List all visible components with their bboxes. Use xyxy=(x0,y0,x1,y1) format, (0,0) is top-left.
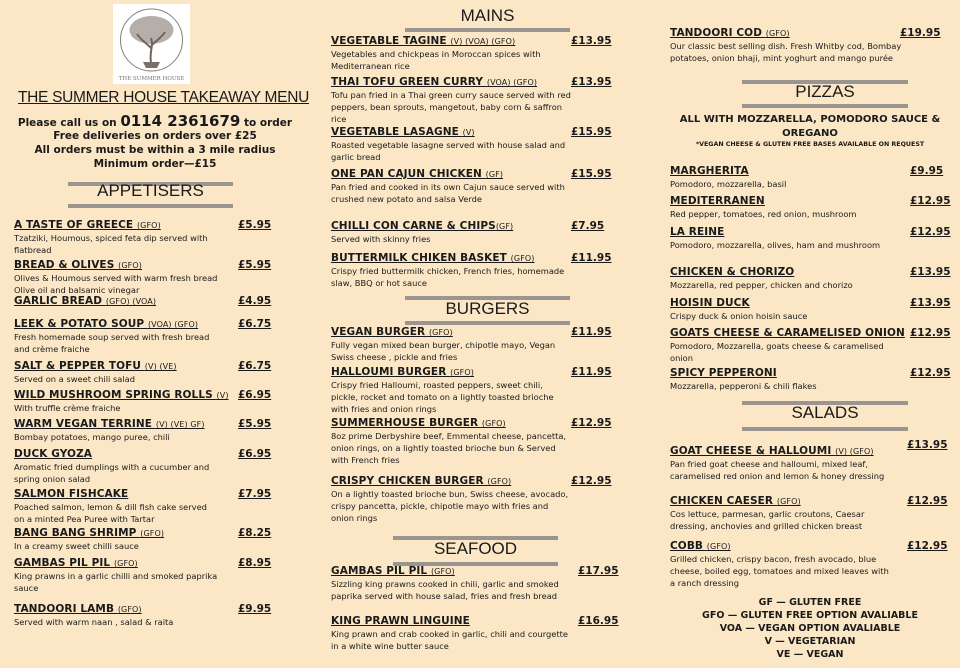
legend-ve: VE — VEGAN xyxy=(776,649,844,660)
free-delivery-note: Free deliveries on orders over £25 xyxy=(53,130,257,142)
menu-item[interactable] xyxy=(14,389,229,414)
item-name xyxy=(670,266,890,278)
menu-item[interactable] xyxy=(14,219,219,256)
item-price: £5.95 xyxy=(238,259,272,271)
item-name xyxy=(14,418,219,430)
radius-note: All orders must be within a 3 mile radius xyxy=(34,144,276,156)
legend-gfo: GFO — GLUTEN FREE OPTION AVALIABLE xyxy=(702,610,918,621)
menu-item[interactable] xyxy=(670,540,895,589)
item-name-text: CRISPY CHICKEN BURGER xyxy=(331,475,488,487)
item-description: Pomodoro, mozzarella, olives, ham and mushroom xyxy=(670,240,881,250)
minimum-order-note: Minimum order—£15 xyxy=(93,158,217,170)
item-description: Fully vegan mixed bean burger, chipotle mayo, Vegan Swiss cheese , pickle and fries xyxy=(331,340,556,362)
menu-item[interactable] xyxy=(670,327,905,364)
menu-item[interactable] xyxy=(670,165,890,190)
item-name-text: WARM VEGAN TERRINE xyxy=(14,418,156,430)
dietary-tags: (GFO) xyxy=(776,497,801,506)
item-name-text: CHICKEN & CHORIZO xyxy=(670,266,795,278)
item-name xyxy=(14,557,219,569)
item-description: Red pepper, tomatoes, red onion, mushroom xyxy=(670,209,857,219)
item-price: £11.95 xyxy=(571,252,612,264)
item-description: Mozzarella, pepperoni & chili flakes xyxy=(670,381,817,391)
legend-gf: GF — GLUTEN FREE xyxy=(758,597,862,608)
item-name xyxy=(14,448,219,460)
menu-item[interactable] xyxy=(14,259,219,296)
item-name xyxy=(670,27,915,39)
item-name xyxy=(331,366,571,378)
item-name-text: BANG BANG SHRIMP xyxy=(14,527,141,539)
item-name-text: SUMMERHOUSE BURGER xyxy=(331,417,482,429)
menu-item[interactable] xyxy=(14,488,219,525)
item-name xyxy=(331,76,571,88)
item-price: £4.95 xyxy=(238,295,272,307)
item-description: Bombay potatoes, mango puree, chili xyxy=(14,432,170,442)
call-suffix: to order xyxy=(240,117,293,129)
item-name-text: VEGAN BURGER xyxy=(331,326,429,338)
item-name-text: TANDOORI COD xyxy=(670,27,766,39)
item-description: With truffle crème fraiche xyxy=(14,403,121,413)
item-price: £13.95 xyxy=(571,35,612,47)
item-price: £8.25 xyxy=(238,527,272,539)
legend-voa: VOA — VEGAN OPTION AVALIABLE xyxy=(719,623,901,634)
item-description: Roasted vegetable lasagne served with house salad and garlic bread xyxy=(331,140,566,162)
item-name xyxy=(331,326,571,338)
item-name-text: MARGHERITA xyxy=(670,165,749,177)
item-name-text: CHICKEN CAESER xyxy=(670,495,777,507)
dietary-tags: (GFO) xyxy=(117,605,142,614)
item-description: Crispy fried buttermilk chicken, French fries, homemade slaw, BBQ or hot sauce xyxy=(331,266,565,288)
item-name xyxy=(331,565,576,577)
item-name xyxy=(670,226,890,238)
dietary-tags: (GFO) xyxy=(140,529,165,538)
section-divider xyxy=(742,427,908,431)
item-name xyxy=(14,603,219,615)
item-name xyxy=(670,495,895,507)
dietary-tags: (GFO) xyxy=(487,477,512,486)
svg-text:THE SUMMER HOUSE: THE SUMMER HOUSE xyxy=(118,76,185,82)
menu-item[interactable] xyxy=(670,27,915,64)
item-name-text: WILD MUSHROOM SPRING ROLLS xyxy=(14,389,217,401)
pizza-note: *VEGAN CHEESE & GLUTEN FREE BASES AVAILABLE ON REQUEST xyxy=(695,141,925,148)
order-phone-line xyxy=(0,112,310,130)
dietary-tags: (GFO) (VOA) xyxy=(105,297,157,306)
menu-item[interactable] xyxy=(670,297,890,322)
item-price: £16.95 xyxy=(578,615,619,627)
item-description: Fresh homemade soup served with fresh bread and crème fraiche xyxy=(14,332,210,354)
item-price: £6.75 xyxy=(238,318,272,330)
item-price: £13.95 xyxy=(910,266,951,278)
item-name xyxy=(14,219,219,231)
item-description: Pan fried goat cheese and halloumi, mixed leaf, caramelised red onion and lemon & honey dressing xyxy=(670,459,885,481)
dietary-tags: (GFO) xyxy=(136,221,161,230)
menu-item[interactable] xyxy=(331,35,571,72)
menu-item[interactable] xyxy=(14,418,219,443)
menu-item[interactable] xyxy=(670,495,895,532)
item-name xyxy=(670,367,890,379)
item-name xyxy=(14,527,219,539)
item-price: £12.95 xyxy=(910,367,951,379)
item-name-text: BUTTERMILK CHIKEN BASKET xyxy=(331,252,511,264)
item-description: Poached salmon, lemon & dill fish cake served on a minted Pea Puree with Tartar xyxy=(14,502,207,524)
item-name-text: GOAT CHEESE & HALLOUMI xyxy=(670,445,836,457)
menu-item[interactable] xyxy=(331,326,571,363)
item-name-text: CHILLI CON CARNE & CHIPS xyxy=(331,220,496,232)
dietary-legend xyxy=(660,596,960,661)
item-price: £17.95 xyxy=(578,565,619,577)
section-divider xyxy=(68,204,233,208)
menu-item[interactable] xyxy=(331,168,571,205)
item-name xyxy=(670,297,890,309)
item-description: Pan fried and cooked in its own Cajun sauce served with crushed new potato and salsa Verde xyxy=(331,182,565,204)
item-name-text: GAMBAS PIL PIL xyxy=(14,557,114,569)
item-description: Mozzarella, red pepper, chicken and chorizo xyxy=(670,280,853,290)
item-price: £12.95 xyxy=(910,195,951,207)
item-description: Olives & Houmous served with warm fresh bread Olive oil and balsamic vinegar xyxy=(14,273,218,295)
section-title-mains: MAINS xyxy=(460,6,515,25)
item-name xyxy=(670,327,905,339)
dietary-tags: (GFO) xyxy=(450,368,474,377)
item-name-text: KING PRAWN LINGUINE xyxy=(331,615,470,627)
item-name-text: COBB xyxy=(670,540,707,552)
dietary-tags: (GFO) xyxy=(510,254,535,263)
item-name xyxy=(14,259,219,271)
menu-item[interactable] xyxy=(670,226,890,251)
item-name-text: GAMBAS PIL PIL xyxy=(331,565,431,577)
section-title-burgers: BURGERS xyxy=(445,299,530,318)
dietary-tags: (V) (GFO) xyxy=(835,447,874,456)
item-name xyxy=(670,540,895,552)
dietary-tags: (GF) xyxy=(495,222,514,231)
menu-item[interactable] xyxy=(331,252,571,289)
item-price: £13.95 xyxy=(910,297,951,309)
item-description: Tzatziki, Houmous, spiced feta dip served with flatbread xyxy=(14,233,208,255)
summer-house-logo xyxy=(113,4,190,84)
section-title-pizzas: PIZZAS xyxy=(795,82,855,101)
item-price: £12.95 xyxy=(571,475,612,487)
section-title-salads: SALADS xyxy=(791,403,859,422)
item-name-text: TANDOORI LAMB xyxy=(14,603,118,615)
tree-logo-icon xyxy=(113,4,190,84)
dietary-tags: (VOA) (GFO) xyxy=(147,320,199,329)
item-name-text: THAI TOFU GREEN CURRY xyxy=(331,76,487,88)
item-name xyxy=(14,318,219,330)
item-name-text: A TASTE OF GREECE xyxy=(14,219,137,231)
item-name-text: SALT & PEPPER TOFU xyxy=(14,360,145,372)
item-price: £9.95 xyxy=(238,603,272,615)
item-price: £5.95 xyxy=(238,418,272,430)
item-name xyxy=(670,165,890,177)
menu-item[interactable] xyxy=(331,615,576,652)
menu-item[interactable] xyxy=(14,603,219,628)
menu-item[interactable] xyxy=(670,266,890,291)
item-description: On a lightly toasted brioche bun, Swiss cheese, avocado, crispy pancetta, pickle, chipotle mayo with fries and onion rings xyxy=(331,489,569,523)
menu-item[interactable] xyxy=(331,76,571,125)
item-description: Sizzling king prawns cooked in chili, garlic and smoked paprika served with house salad, fries and fresh bread xyxy=(331,579,559,601)
dietary-tags: (GFO) xyxy=(428,328,453,337)
dietary-tags: (V) (VOA) (GFO) xyxy=(450,37,516,46)
dietary-tags: (GFO) xyxy=(706,542,731,551)
item-name-text: GOATS CHEESE & CARAMELISED ONION xyxy=(670,327,905,339)
dietary-tags: (GFO) xyxy=(430,567,455,576)
item-name xyxy=(331,475,571,487)
item-price: £12.95 xyxy=(910,327,951,339)
item-price: £6.95 xyxy=(238,389,272,401)
item-name-text: MEDITERRANEN xyxy=(670,195,765,207)
item-price: £11.95 xyxy=(571,366,612,378)
item-name xyxy=(14,360,219,372)
menu-item[interactable] xyxy=(14,360,219,385)
menu-item[interactable] xyxy=(331,220,571,245)
item-price: £8.95 xyxy=(238,557,272,569)
item-name-text: SALMON FISHCAKE xyxy=(14,488,129,500)
item-description: Aromatic fried dumplings with a cucumber and spring onion salad xyxy=(14,462,210,484)
menu-item[interactable] xyxy=(670,445,895,482)
dietary-tags: (GFO) xyxy=(113,559,138,568)
item-name-text: VEGETABLE LASAGNE xyxy=(331,126,463,138)
item-price: £15.95 xyxy=(571,168,612,180)
item-description: King prawn and crab cooked in garlic, chili and courgette in a white wine butter sauce xyxy=(331,629,568,651)
item-price: £13.95 xyxy=(907,439,948,451)
item-name-text: VEGETABLE TAGINE xyxy=(331,35,451,47)
menu-item[interactable] xyxy=(14,318,219,355)
pizza-subtitle: ALL WITH MOZZARELLA, POMODORO SAUCE & OREGANO xyxy=(679,114,941,139)
item-description: Our classic best selling dish. Fresh Whitby cod, Bombay potatoes, onion bhaji, mint yoghurt and mango purée xyxy=(670,41,902,63)
item-name xyxy=(14,488,219,500)
item-description: Cos lettuce, parmesan, garlic croutons, Caesar dressing, anchovies and grilled chicken breast xyxy=(670,509,865,531)
item-name xyxy=(670,445,895,457)
dietary-tags: (V) xyxy=(462,128,475,137)
item-price: £12.95 xyxy=(910,226,951,238)
item-description: King prawns in a garlic chilli and smoked paprika sauce xyxy=(14,571,218,593)
item-name xyxy=(331,35,571,47)
item-name xyxy=(14,295,219,307)
menu-item[interactable] xyxy=(14,527,219,552)
dietary-tags: (V) (VE) xyxy=(144,362,177,371)
item-name-text: DUCK GYOZA xyxy=(14,448,93,460)
item-price: £19.95 xyxy=(900,27,941,39)
legend-v: V — VEGETARIAN xyxy=(764,636,856,647)
item-description: Served with warm naan , salad & raita xyxy=(14,617,174,627)
item-description: Tofu pan fried in a Thai green curry sauce served with red peppers, bean sprouts, mangetout, baby corn & saffron rice xyxy=(331,90,571,124)
section-divider xyxy=(405,28,570,32)
phone-number[interactable]: 0114 2361679 xyxy=(120,112,241,130)
dietary-tags: (VOA) (GFO) xyxy=(486,78,538,87)
item-price: £13.95 xyxy=(571,76,612,88)
dietary-tags: (GFO) xyxy=(765,29,790,38)
section-divider xyxy=(405,321,570,325)
menu-item[interactable] xyxy=(331,417,571,466)
item-description: Served on a sweet chili salad xyxy=(14,374,136,384)
menu-title: THE SUMMER HOUSE TAKEAWAY MENU xyxy=(18,89,309,106)
item-description: Grilled chicken, crispy bacon, fresh avocado, blue cheese, boiled egg, tomatoes and mixed leaves with a ranch dressing xyxy=(670,554,889,588)
item-name-text: LA REINE xyxy=(670,226,725,238)
item-description: 8oz prime Derbyshire beef, Emmental cheese, pancetta, onion rings, on a lightly toasted brioche bun & Served with French fries xyxy=(331,431,567,465)
item-name-text: ONE PAN CAJUN CHICKEN xyxy=(331,168,486,180)
item-price: £6.75 xyxy=(238,360,272,372)
menu-item[interactable] xyxy=(331,475,571,524)
call-prefix: Please call us on xyxy=(17,117,121,129)
item-name xyxy=(331,417,571,429)
menu-item[interactable] xyxy=(14,295,219,307)
item-description: Crispy duck & onion hoisin sauce xyxy=(670,311,808,321)
item-name xyxy=(670,195,890,207)
menu-item[interactable] xyxy=(331,366,571,415)
item-name xyxy=(331,252,571,264)
section-title-appetisers: APPETISERS xyxy=(97,181,204,200)
item-description: Pomodoro, mozzarella, basil xyxy=(670,179,787,189)
menu-item[interactable] xyxy=(331,126,571,163)
item-price: £7.95 xyxy=(238,488,272,500)
item-price: £7.95 xyxy=(571,220,605,232)
item-name xyxy=(331,126,571,138)
menu-item[interactable] xyxy=(14,557,219,594)
item-name xyxy=(331,220,571,232)
dietary-tags: (GFO) xyxy=(481,419,506,428)
item-price: £12.95 xyxy=(571,417,612,429)
section-title-seafood: SEAFOOD xyxy=(433,539,518,558)
item-name xyxy=(331,168,571,180)
item-description: In a creamy sweet chilli sauce xyxy=(14,541,139,551)
dietary-tags: (GF) xyxy=(485,170,504,179)
dietary-tags: (GFO) xyxy=(118,261,142,270)
item-price: £11.95 xyxy=(571,326,612,338)
item-name-text: LEEK & POTATO SOUP xyxy=(14,318,148,330)
item-name xyxy=(331,615,576,627)
item-description: Served with skinny fries xyxy=(331,234,431,244)
menu-item[interactable] xyxy=(14,448,219,485)
item-description: Vegetables and chickpeas in Moroccan spices with Mediterranean rice xyxy=(331,49,541,71)
item-price: £12.95 xyxy=(907,540,948,552)
item-price: £15.95 xyxy=(571,126,612,138)
item-name-text: HALLOUMI BURGER xyxy=(331,366,451,378)
item-description: Crispy fried Halloumi, roasted peppers, sweet chili, pickle, rocket and tomato on a lightly toasted brioche with fries and onion rings xyxy=(331,380,554,414)
item-name-text: BREAD & OLIVES xyxy=(14,259,119,271)
item-name-text: SPICY PEPPERONI xyxy=(670,367,777,379)
item-price: £9.95 xyxy=(910,165,944,177)
item-price: £12.95 xyxy=(907,495,948,507)
item-description: Pomodoro, Mozzarella, goats cheese & caramelised onion xyxy=(670,341,884,363)
menu-item[interactable] xyxy=(670,367,890,392)
section-divider xyxy=(742,104,908,108)
dietary-tags: (V) xyxy=(216,391,229,400)
item-name-text: GARLIC BREAD xyxy=(14,295,106,307)
menu-item[interactable] xyxy=(670,195,890,220)
dietary-tags: (V) (VE) GF) xyxy=(155,420,205,429)
item-name xyxy=(14,389,229,401)
item-price: £5.95 xyxy=(238,219,272,231)
item-name-text: HOISIN DUCK xyxy=(670,297,750,309)
menu-item[interactable] xyxy=(331,565,576,602)
item-price: £6.95 xyxy=(238,448,272,460)
